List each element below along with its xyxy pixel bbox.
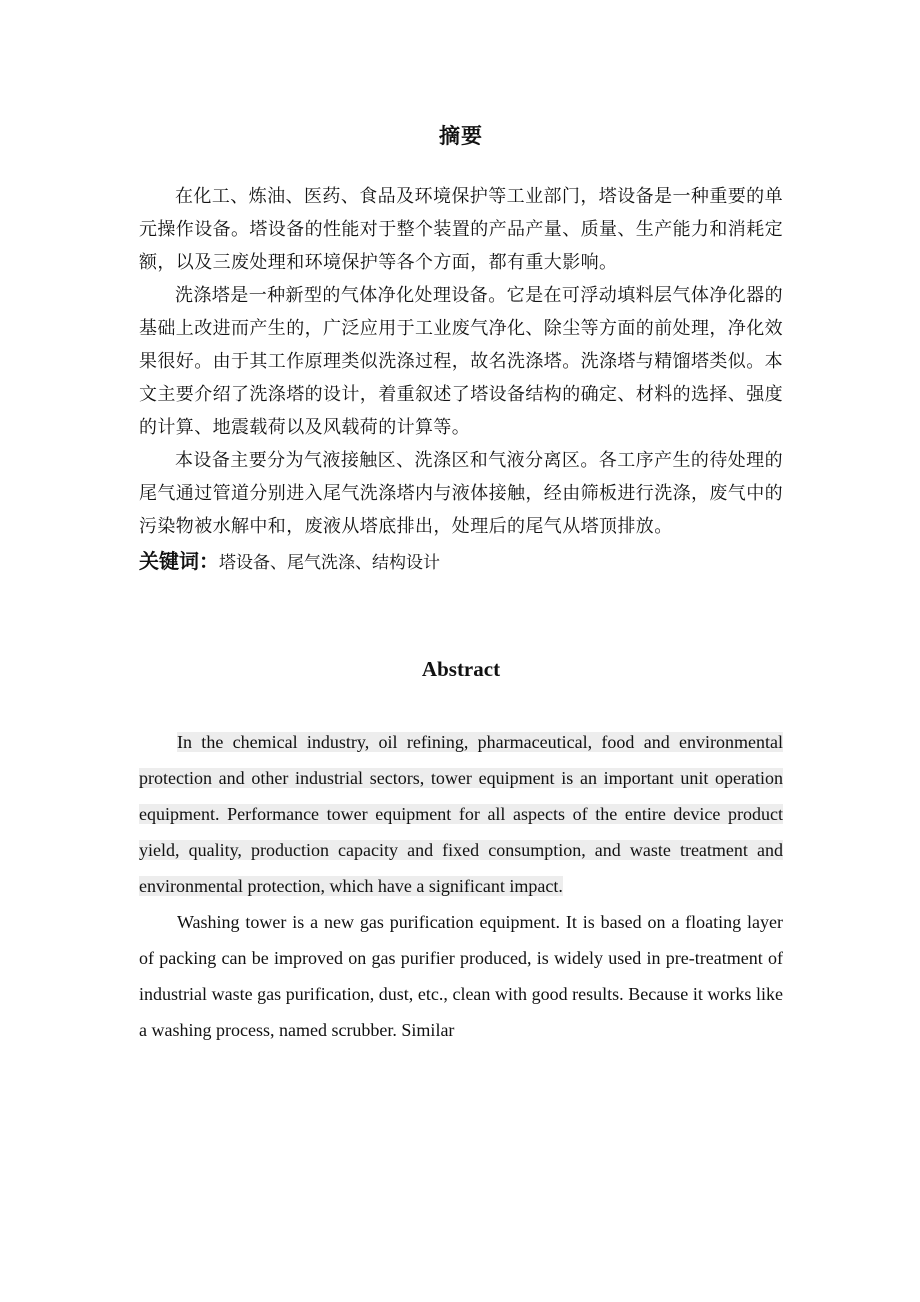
english-abstract-paragraph-2	[139, 904, 783, 1048]
english-abstract-paragraph-1-text: In the chemical industry, oil refining, pharmaceutical, food and environmental protection and other industrial sectors, tower equipment is an important unit operation equipment. Performance tower equipment for all aspects of the entire device product yield, quality, production capacity and fixed consumption, and waste treatment and environmental protection, which have a significant impact.	[139, 732, 783, 896]
chinese-abstract-title: 摘要	[439, 124, 483, 148]
chinese-abstract-paragraph-3: 本设备主要分为气液接触区、洗涤区和气液分离区。各工序产生的待处理的尾气通过管道分别进入尾气洗涤塔内与液体接触，经由筛板进行洗涤，废气中的污染物被水解中和，废液从塔底排出，处理后的尾气从塔顶排放。	[139, 450, 783, 537]
page-content	[139, 122, 783, 1048]
english-abstract-paragraph-2-text: Washing tower is a new gas purification equipment. It is based on a floating layer of packing can be improved on gas purifier produced, is widely used in pre-treatment of industrial waste gas purification, dust, etc., clean with good results. Because it works like a washing process, named scrubber. Similar	[139, 912, 783, 1040]
english-abstract-title: Abstract	[421, 657, 501, 681]
chinese-abstract-paragraph-1: 在化工、炼油、医药、食品及环境保护等工业部门，塔设备是一种重要的单元操作设备。塔设备的性能对于整个装置的产品产量、质量、生产能力和消耗定额，以及三废处理和环境保护等各个方面，都有重大影响。	[139, 186, 783, 273]
keywords-line	[139, 546, 783, 578]
keywords-text: 塔设备、尾气洗涤、结构设计	[219, 553, 440, 573]
chinese-abstract-paragraph-2: 洗涤塔是一种新型的气体净化处理设备。它是在可浮动填料层气体净化器的基础上改进而产生的，广泛应用于工业废气净化、除尘等方面的前处理，净化效果很好。由于其工作原理类似洗涤过程，故名洗涤塔。洗涤塔与精馏塔类似。本文主要介绍了洗涤塔的设计，着重叙述了塔设备结构的确定、材料的选择、强度的计算、地震载荷以及风载荷的计算等。	[139, 285, 783, 438]
keywords-label: 关键词：	[139, 549, 219, 573]
english-abstract-paragraph-1	[139, 724, 783, 904]
